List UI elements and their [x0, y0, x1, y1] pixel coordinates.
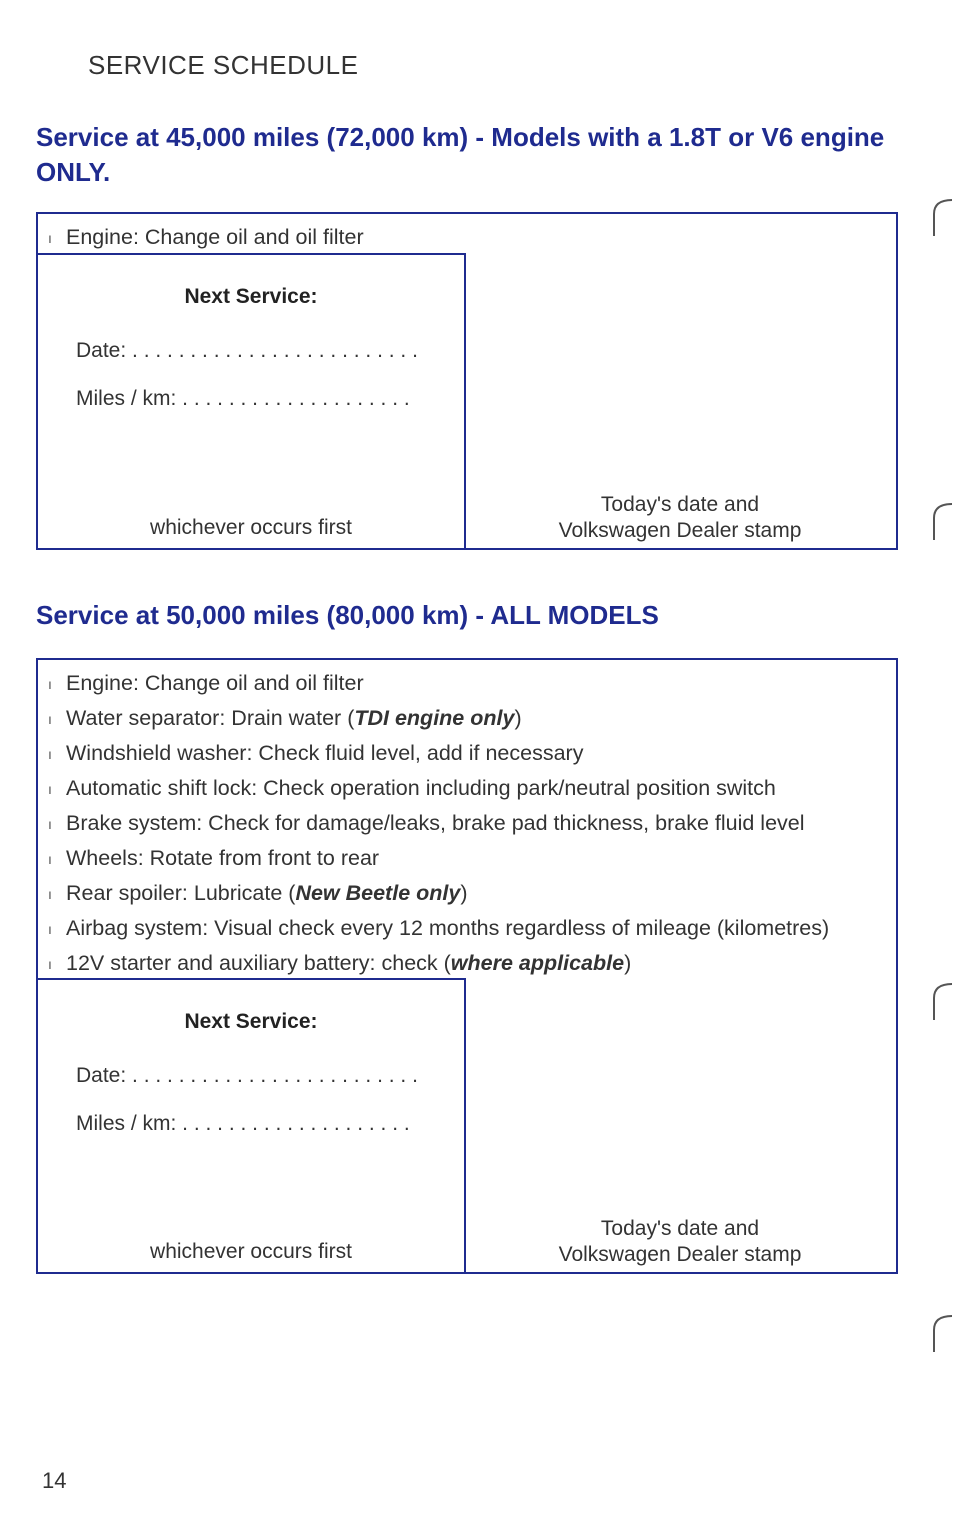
- bullet-icon: ı: [48, 850, 52, 867]
- list-item: [48, 911, 896, 946]
- list-item: [48, 666, 896, 701]
- page-header: SERVICE SCHEDULE: [88, 50, 359, 80]
- bullet-icon: ı: [48, 780, 52, 797]
- date-field: Date: . . . . . . . . . . . . . . . . . . . . . . . . .: [76, 339, 418, 362]
- next-service-panel: [38, 978, 466, 1272]
- bullet-icon: ı: [48, 745, 52, 762]
- occurs-note: whichever occurs first: [150, 516, 352, 539]
- bullet-icon: ı: [48, 710, 52, 727]
- item-close: ): [624, 951, 632, 975]
- item-text: Rear spoiler: Lubricate (: [66, 881, 296, 905]
- page-number: 14: [42, 1468, 67, 1493]
- service-box-45000: [36, 212, 898, 550]
- item-text: Engine: Change oil and oil filter: [66, 225, 364, 249]
- list-item: [48, 736, 896, 771]
- miles-field: Miles / km: . . . . . . . . . . . . . . . . . . . .: [76, 387, 410, 410]
- stamp-line-2: Volkswagen Dealer stamp: [558, 519, 802, 542]
- stamp-line-1: Today's date and: [600, 1217, 760, 1240]
- item-text: Automatic shift lock: Check operation including park/neutral position switch: [66, 776, 776, 800]
- item-text: 12V starter and auxiliary battery: check (: [66, 951, 451, 975]
- date-field: Date: . . . . . . . . . . . . . . . . . . . . . . . . .: [76, 1064, 418, 1087]
- item-close: ): [460, 881, 468, 905]
- item-text: Brake system: Check for damage/leaks, brake pad thickness, brake fluid level: [66, 811, 805, 835]
- bullet-icon: ı: [48, 675, 52, 692]
- stamp-line-2: Volkswagen Dealer stamp: [558, 1243, 802, 1266]
- next-service-panel: [38, 253, 466, 548]
- section-title-45000: Service at 45,000 miles (72,000 km) - Models with a 1.8T or V6 engine ONLY.: [36, 122, 885, 187]
- item-text: Wheels: Rotate from front to rear: [66, 846, 380, 870]
- page-tab-icon: [922, 196, 960, 240]
- item-emphasis: where applicable: [450, 951, 625, 975]
- miles-field: Miles / km: . . . . . . . . . . . . . . . . . . . .: [76, 1112, 410, 1135]
- bullet-icon: ı: [48, 955, 52, 972]
- list-item: [48, 701, 896, 736]
- list-item: [48, 946, 896, 981]
- bullet-icon: ı: [48, 229, 52, 246]
- item-text: Water separator: Drain water (: [66, 706, 355, 730]
- item-emphasis: TDI engine only: [354, 706, 515, 730]
- bullet-icon: ı: [48, 815, 52, 832]
- dealer-stamp-area: [464, 492, 896, 544]
- item-text: Airbag system: Visual check every 12 months regardless of mileage (kilometres): [66, 916, 830, 940]
- occurs-note: whichever occurs first: [150, 1240, 352, 1263]
- item-emphasis: New Beetle only: [295, 881, 461, 905]
- next-service-title: Next Service:: [184, 1010, 318, 1033]
- item-text: Engine: Change oil and oil filter: [66, 671, 364, 695]
- page-tab-icon: [922, 500, 960, 544]
- list-item: [48, 771, 896, 806]
- stamp-line-1: Today's date and: [600, 493, 760, 516]
- page-tab-icon: [922, 980, 960, 1024]
- list-item: [48, 806, 896, 841]
- next-service-title: Next Service:: [184, 285, 318, 308]
- bullet-icon: ı: [48, 885, 52, 902]
- item-close: ): [514, 706, 522, 730]
- list-item: [48, 876, 896, 911]
- page-tab-icon: [922, 1312, 960, 1356]
- bullet-icon: ı: [48, 920, 52, 937]
- list-item: [48, 220, 896, 255]
- checklist: [38, 214, 896, 255]
- service-box-50000: [36, 658, 898, 1274]
- section-title-50000: Service at 50,000 miles (80,000 km) - ALL MODELS: [36, 600, 659, 630]
- item-text: Windshield washer: Check fluid level, add if necessary: [66, 741, 584, 765]
- dealer-stamp-area: [464, 1216, 896, 1268]
- checklist: [38, 660, 896, 981]
- list-item: [48, 841, 896, 876]
